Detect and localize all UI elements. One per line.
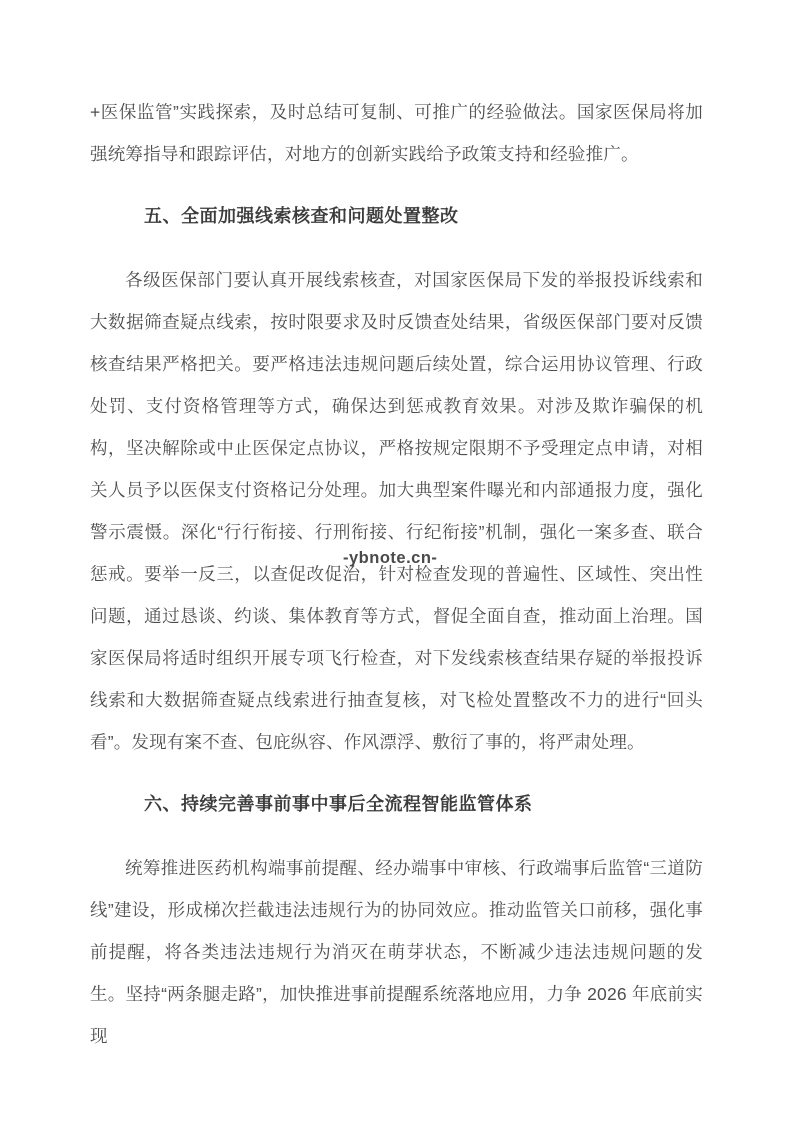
section-5-heading: 五、全面加强线索核查和问题处置整改 (144, 206, 459, 226)
section-6-body: 统筹推进医药机构端事前提醒、经办端事中审核、行政端事后监管“三道防线”建设，形成梯次拦截违法违规行为的协同效应。推动监管关口前移，强化事前提醒，将各类违法违规行为消灭在萌芽状态，不断减少违法违规问题的发生。坚持“两条腿走路”，加快推进事前提醒系统落地应用，力争 2026 年底前实现 (90, 858, 703, 1046)
watermark: -ybnote.cn- (343, 549, 438, 567)
paragraph-continuation: +医保监管”实践探索，及时总结可复制、可推广的经验做法。国家医保局将加强统筹指导和跟踪评估，对地方的创新实践给予政策支持和经验推广。 (90, 102, 703, 164)
section-5-body: 各级医保部门要认真开展线索核查，对国家医保局下发的举报投诉线索和大数据筛查疑点线索，按时限要求及时反馈查处结果，省级医保部门要对反馈核查结果严格把关。要严格违法违规问题后续处置，综合运用协议管理、行政处罚、支付资格管理等方式，确保达到惩戒教育效果。对涉及欺诈骗保的机构，坚决解除或中止医保定点协议，严格按规定限期不予受理定点申请，对相关人员予以医保支付资格记分处理。加大典型案件曝光和内部通报力度，强化警示震慑。深化“行行衔接、行刑衔接、行纪衔接”机制，强化一案多查、联合惩戒。要举一反三，以查促改促治，针对检查发现的普遍性、区域性、突出性问题，通过恳谈、约谈、集体教育等方式，督促全面自查，推动面上治理。国家医保局将适时组织开展专项飞行检查，对下发线索核查结果存疑的举报投诉线索和大数据筛查疑点线索进行抽查复核，对飞检处置整改不力的进行“回头看”。发现有案不查、包庇纵容、作风漂浮、敷衍了事的，将严肃处理。 (90, 270, 704, 752)
section-6-heading: 六、持续完善事前事中事后全流程智能监管体系 (144, 794, 533, 814)
